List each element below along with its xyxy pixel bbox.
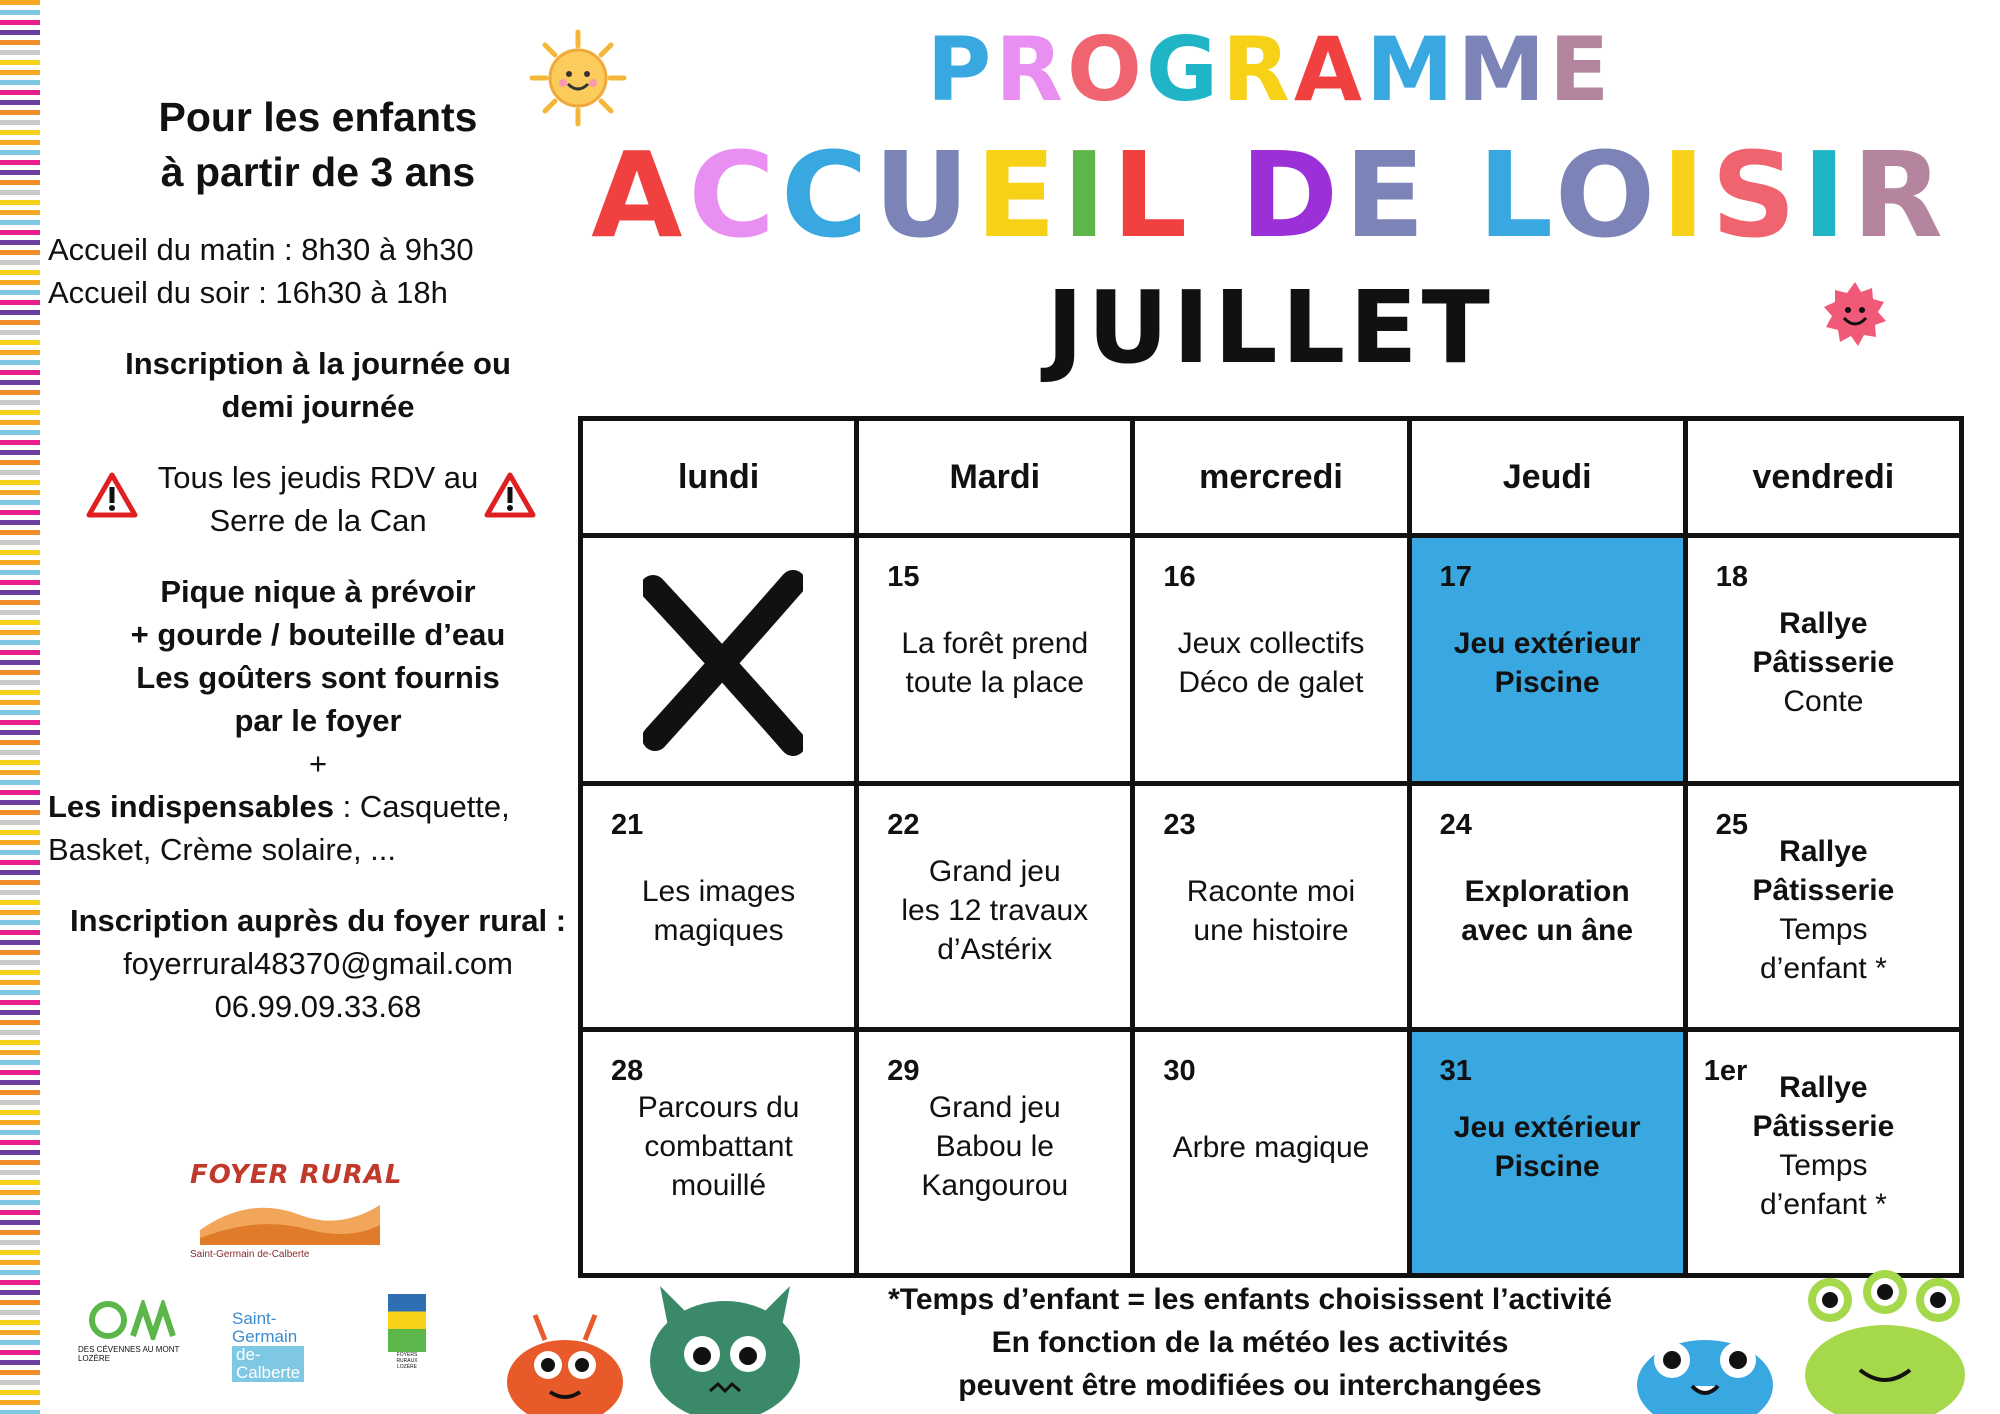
green-monster-illustration xyxy=(640,1276,810,1414)
day-number: 22 xyxy=(887,809,920,841)
day-number: 21 xyxy=(611,809,644,841)
day-number: 1er xyxy=(1703,1055,1748,1087)
header-mardi: Mardi xyxy=(857,419,1133,536)
day-number: 30 xyxy=(1163,1055,1196,1087)
activity: Exploration avec un âne xyxy=(1461,875,1634,947)
day-cell xyxy=(1133,784,1409,1030)
age-heading-line2: à partir de 3 ans xyxy=(160,149,476,195)
day-cell-highlighted xyxy=(1409,1030,1685,1276)
inscription-line1: Inscription à la journée ou xyxy=(125,346,511,381)
activity: Parcours du combattant mouillé xyxy=(637,1091,800,1202)
activity: Jeu extérieur Piscine xyxy=(1453,1111,1641,1183)
activity: Jeu extérieur Piscine xyxy=(1453,627,1641,699)
info-column xyxy=(48,90,588,1028)
header-lundi: lundi xyxy=(581,419,857,536)
day-cell xyxy=(1685,784,1961,1030)
indispensables-line2: Basket, Crème solaire, ... xyxy=(48,832,397,867)
rdv-line2: Serre de la Can xyxy=(209,503,427,538)
day-number: 29 xyxy=(887,1055,920,1087)
footer-line2: En fonction de la météo les activités xyxy=(991,1326,1509,1359)
calendar-week-2 xyxy=(581,784,1962,1030)
rdv-line1: Tous les jeudis RDV au xyxy=(157,460,479,495)
day-cell xyxy=(581,1030,857,1276)
day-number: 28 xyxy=(611,1055,644,1087)
day-cell xyxy=(1685,1030,1961,1276)
footer-line3: peuvent être modifiées ou interchangées xyxy=(958,1369,1542,1402)
day-cell-highlighted xyxy=(1409,536,1685,784)
activity: Rallye Pâtisserie Conte xyxy=(1752,607,1895,718)
indispensables xyxy=(48,785,588,828)
warning-icon xyxy=(86,472,138,518)
inscription-line2: demi journée xyxy=(221,389,415,424)
pique-line2: + gourde / bouteille d’eau xyxy=(130,617,506,652)
decorative-stripe-border xyxy=(0,0,40,1414)
calendar-header-row xyxy=(581,419,1962,536)
footer-line1: *Temps d’enfant = les enfants choisissent l’activité xyxy=(888,1283,1612,1316)
activity: Jeux collectifs Déco de galet xyxy=(1177,627,1365,699)
calendar-week-1 xyxy=(581,536,1962,784)
smiley-icon xyxy=(1820,280,1890,350)
contact-email[interactable]: foyerrural48370@gmail.com xyxy=(123,946,513,981)
pique-line4: par le foyer xyxy=(234,703,402,738)
day-cell xyxy=(1133,536,1409,784)
indispensables-label: Les indispensables xyxy=(48,789,334,824)
activity: Les images magiques xyxy=(641,875,796,947)
day-cell xyxy=(857,784,1133,1030)
day-cell xyxy=(1685,536,1961,784)
day-number: 16 xyxy=(1163,561,1196,593)
day-number: 23 xyxy=(1163,809,1196,841)
contact-label: Inscription auprès du foyer rural : xyxy=(69,903,567,938)
header-jeudi: Jeudi xyxy=(1409,419,1685,536)
day-number: 24 xyxy=(1439,809,1472,841)
pique-line1: Pique nique à prévoir xyxy=(160,574,476,609)
calendar-week-3 xyxy=(581,1030,1962,1276)
calendar-table xyxy=(578,416,1964,1278)
warning-icon xyxy=(484,472,536,518)
title-accueil-de-loisir: ACCUEIL DE LOISIR xyxy=(591,126,1949,264)
title-juillet: JUILLET xyxy=(1046,269,1494,386)
activity: Rallye Pâtisserie Temps d’enfant * xyxy=(1752,1071,1895,1221)
orange-monster-illustration xyxy=(490,1310,640,1414)
activity: La forêt prend toute la place xyxy=(901,627,1089,699)
day-number: 31 xyxy=(1439,1055,1472,1087)
accueil-matin: Accueil du matin : 8h30 à 9h30 xyxy=(48,232,474,267)
day-number: 25 xyxy=(1715,809,1749,841)
rdv-notice xyxy=(48,456,588,542)
footer-notes xyxy=(820,1278,1680,1407)
title-programme: PROGRAMME xyxy=(926,18,1614,121)
title-block xyxy=(560,18,1980,386)
day-number: 18 xyxy=(1715,561,1749,593)
contact-phone[interactable]: 06.99.09.33.68 xyxy=(214,989,422,1024)
day-number: 15 xyxy=(887,561,920,593)
activity: Rallye Pâtisserie Temps d’enfant * xyxy=(1752,835,1895,985)
foyers-ruraux-lozere-logo: FOYERS RURAUX LOZÈRE xyxy=(388,1294,426,1370)
activity: Arbre magique xyxy=(1172,1131,1370,1164)
blue-monster-illustration xyxy=(1630,1320,1780,1414)
day-cell xyxy=(857,1030,1133,1276)
day-number: 17 xyxy=(1439,561,1472,593)
activity: Grand jeu les 12 travaux d’Astérix xyxy=(901,855,1089,966)
cc-logo-mark xyxy=(78,1300,188,1340)
accueil-soir: Accueil du soir : 16h30 à 18h xyxy=(48,275,448,310)
foyer-rural-logo xyxy=(190,1160,410,1270)
activity: Grand jeu Babou le Kangourou xyxy=(921,1091,1069,1202)
header-mercredi: mercredi xyxy=(1133,419,1409,536)
foyer-logo-sub: Saint-Germain de-Calberte xyxy=(190,1249,310,1260)
activity: Raconte moi une histoire xyxy=(1186,875,1356,947)
foyer-logo-hills xyxy=(190,1190,390,1250)
alien-monster-illustration xyxy=(1780,1270,1980,1414)
cc-logo: DES CÉVENNES AU MONT LOZÈRE xyxy=(78,1300,198,1363)
sg-logo: Saint-Germain de-Calberte xyxy=(232,1310,304,1382)
header-vendredi: vendredi xyxy=(1685,419,1961,536)
day-cell xyxy=(1409,784,1685,1030)
cross-icon xyxy=(643,568,803,758)
day-cell xyxy=(1133,1030,1409,1276)
indispensables-text: : Casquette, xyxy=(334,789,510,824)
plus-sign: + xyxy=(308,746,328,781)
age-heading-line1: Pour les enfants xyxy=(158,94,478,140)
day-cell xyxy=(857,536,1133,784)
foyer-logo-text: FOYER RURAL xyxy=(190,1160,403,1190)
day-cell xyxy=(581,784,857,1030)
day-cell-closed xyxy=(581,536,857,784)
pique-line3: Les goûters sont fournis xyxy=(136,660,500,695)
